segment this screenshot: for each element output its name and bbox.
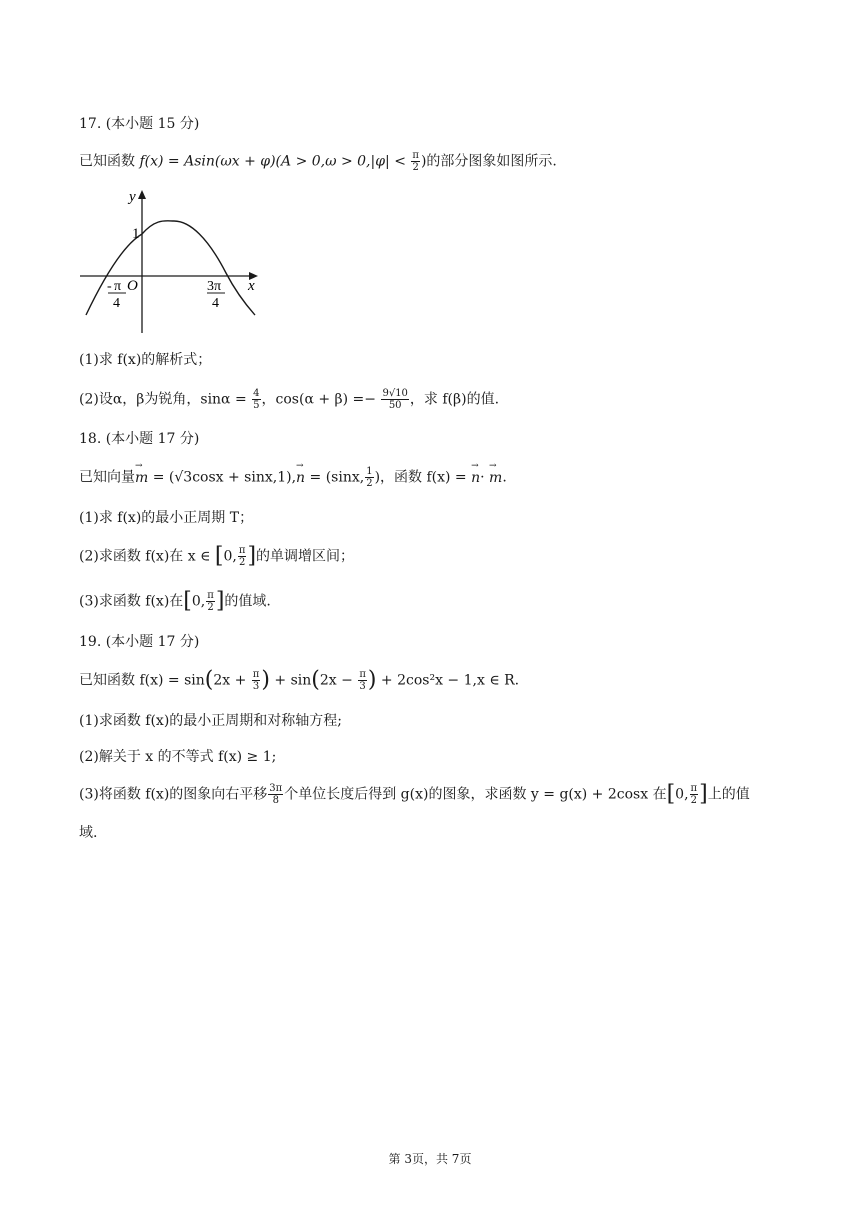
q18-stem-text-e: · <box>480 469 490 486</box>
q18-part3 <box>79 590 271 613</box>
fraction-denominator: 3 <box>359 681 366 692</box>
q17-part2-fraction-2 <box>381 388 408 411</box>
graph-y-tick-label: 1 <box>132 226 140 242</box>
q18-part3-text-b: 的值域. <box>224 593 271 610</box>
fraction-denominator: 3 <box>252 681 260 692</box>
q18-part2-text-b: 的单调增区间； <box>256 548 355 565</box>
q17-stem <box>79 150 557 173</box>
q19-part3-text-a: (3)将函数 f(x)的图象向右平移 <box>79 786 268 803</box>
q17-part2 <box>79 388 499 411</box>
bracket-left: [ <box>666 781 676 807</box>
q19-header: 19. (本小题 17 分) <box>79 634 200 650</box>
q19-part3-fraction <box>268 783 283 806</box>
q17-part2-fraction-1 <box>252 388 260 411</box>
q18-part2-fraction <box>238 545 247 568</box>
graph-y-label: y <box>129 189 136 205</box>
graph-right-tick-den: 4 <box>212 296 219 311</box>
fraction-denominator: 2 <box>412 162 419 173</box>
fraction-numerator: π <box>238 545 246 556</box>
q18-stem-text-d: )，函数 f(x) = <box>374 469 472 486</box>
q19-stem-text-d: 2x − <box>319 672 358 689</box>
q18-stem-fraction <box>365 466 373 489</box>
fraction-denominator: 2 <box>238 557 246 568</box>
q18-part2-text-a: (2)求函数 f(x)在 x ∈ <box>79 548 215 565</box>
q19-stem <box>79 669 519 692</box>
q18-part3-interval: 0, <box>191 593 206 610</box>
graph-left-tick-num: π <box>114 279 122 294</box>
q19-part3-interval: 0, <box>675 786 689 803</box>
paren-left: ( <box>204 667 214 693</box>
bracket-right: ] <box>247 543 257 569</box>
q17-stem-prefix: 已知函数 <box>79 153 140 170</box>
page-footer: 第 3页，共 7页 <box>388 1152 472 1166</box>
vector-n-product: → n <box>471 470 480 486</box>
paren-right: ) <box>367 667 377 693</box>
bracket-right: ] <box>699 781 708 807</box>
q18-stem-text-b: = (√3cosx + sinx,1), <box>148 469 297 486</box>
fraction-denominator: 5 <box>253 400 260 411</box>
fraction-denominator: 2 <box>690 795 697 806</box>
q18-part3-text-a: (3)求函数 f(x)在 <box>79 593 184 610</box>
q19-stem-fraction-2 <box>358 669 367 692</box>
fraction-numerator: π <box>252 669 260 680</box>
vector-m-product: → m <box>489 470 502 486</box>
bracket-left: [ <box>214 543 224 569</box>
q19-part3-text-c: 上的值 <box>707 786 750 803</box>
fraction-numerator: π <box>207 590 214 601</box>
paren-left: ( <box>311 667 320 693</box>
q17-function-graph <box>78 183 268 338</box>
q18-stem-text-a: 已知向量 <box>79 469 135 486</box>
vector-n: → n <box>296 470 305 486</box>
q19-part3 <box>79 783 750 806</box>
q17-part2-text-b: ，cos(α + β) =− <box>261 391 381 408</box>
fraction-numerator: π <box>412 150 419 161</box>
q19-part3-text-b: 个单位长度后得到 g(x)的图象，求函数 y = g(x) + 2cosx 在 <box>284 786 667 803</box>
q18-part1: (1)求 f(x)的最小正周期 T； <box>79 510 254 526</box>
q19-part1: (1)求函数 f(x)的最小正周期和对称轴方程; <box>79 713 342 729</box>
fraction-numerator: π <box>359 669 366 680</box>
q17-stem-suffix: )的部分图象如图所示. <box>420 153 557 170</box>
graph-origin-label: O <box>127 278 138 294</box>
q18-part2 <box>79 545 354 568</box>
q18-stem-end: . <box>502 469 507 486</box>
q19-part3-continuation: 域. <box>79 825 98 841</box>
fraction-numerator: 4 <box>253 388 260 399</box>
paren-right: ) <box>261 667 270 693</box>
q17-part2-text-a: (2)设α，β为锐角，sinα = <box>79 391 252 408</box>
q19-stem-text-c: + sin <box>269 672 312 689</box>
fraction-numerator: 3π <box>269 783 283 794</box>
graph-left-tick-sign: - <box>107 279 112 294</box>
q18-header: 18. (本小题 17 分) <box>79 431 200 447</box>
graph-left-tick-den: 4 <box>113 296 120 311</box>
q19-stem-text-b: 2x + <box>213 672 251 689</box>
q17-part1: (1)求 f(x)的解析式； <box>79 352 212 368</box>
q19-part2: (2)解关于 x 的不等式 f(x) ≥ 1; <box>79 749 277 765</box>
bracket-right: ] <box>215 588 225 614</box>
fraction-numerator: 9√10 <box>382 388 408 399</box>
q19-part3-interval-fraction <box>690 783 699 806</box>
q18-part3-fraction <box>206 590 215 613</box>
q19-stem-text-e: + 2cos²x − 1,x ∈ R. <box>376 672 520 689</box>
graph-right-tick-num: 3π <box>207 279 222 294</box>
q19-stem-fraction-1 <box>252 669 261 692</box>
graph-x-label: x <box>248 278 255 294</box>
graph-y-arrow <box>138 190 146 199</box>
q18-part2-interval: 0, <box>223 548 237 565</box>
q18-stem-text-c: = (sinx, <box>305 469 365 486</box>
fraction-numerator: 1 <box>366 466 373 477</box>
q17-stem-formula: f(x) = Asin(ωx + φ)(A > 0,ω > 0,|φ| < <box>139 153 411 170</box>
graph-sine-curve <box>86 221 255 315</box>
q17-part2-text-c: ，求 f(β)的值. <box>409 391 500 408</box>
q18-stem <box>79 466 507 489</box>
vector-m: → m <box>135 470 148 486</box>
fraction-denominator: 2 <box>207 602 214 613</box>
q17-header: 17. (本小题 15 分) <box>79 116 200 132</box>
fraction-denominator: 50 <box>388 400 402 411</box>
q19-stem-text-a: 已知函数 f(x) = sin <box>79 672 205 689</box>
q17-stem-fraction <box>411 150 420 173</box>
fraction-numerator: π <box>690 783 698 794</box>
bracket-left: [ <box>183 588 192 614</box>
fraction-denominator: 2 <box>366 478 373 489</box>
fraction-denominator: 8 <box>272 795 279 806</box>
